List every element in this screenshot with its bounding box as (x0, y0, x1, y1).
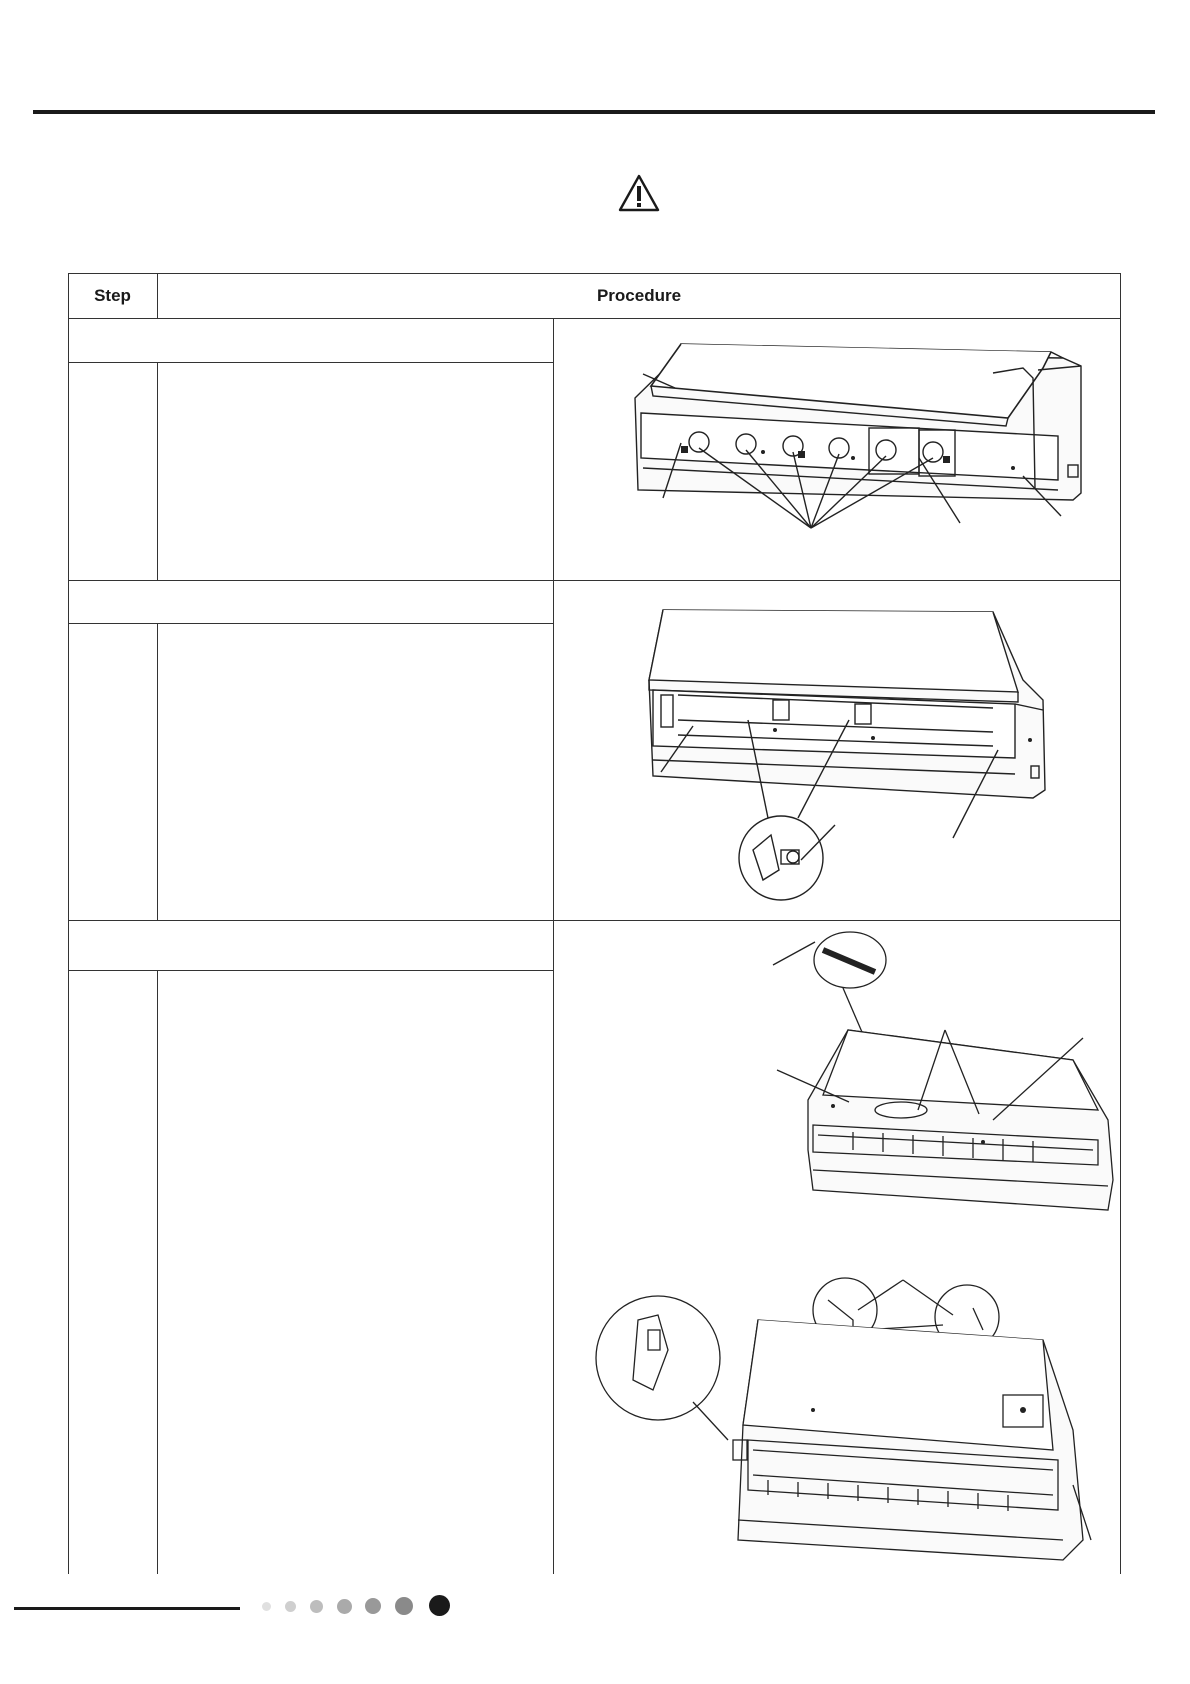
progress-dot-4 (337, 1599, 352, 1614)
section-2-step-divider (157, 623, 158, 920)
progress-dot-5 (365, 1598, 381, 1614)
progress-dot-3 (310, 1600, 323, 1613)
header-procedure: Procedure (596, 286, 682, 305)
progress-dot-7 (429, 1595, 450, 1616)
section-1-title-bottom (68, 362, 553, 363)
footer-rule (14, 1607, 240, 1610)
progress-dot-6 (395, 1597, 413, 1615)
section-1-step-divider (157, 362, 158, 580)
figure-open-panel (553, 318, 1121, 580)
progress-dot-1 (262, 1602, 271, 1611)
figure-panel-removal (553, 920, 1121, 1574)
warning-triangle-icon (617, 173, 661, 213)
section-3-step-divider (157, 970, 158, 1574)
header-rule (33, 110, 1155, 114)
progress-dot-2 (285, 1601, 296, 1612)
header-step: Step (94, 286, 131, 305)
figure-louver (553, 580, 1121, 920)
section-2-title-bottom (68, 623, 553, 624)
section-3-title-bottom (68, 970, 553, 971)
